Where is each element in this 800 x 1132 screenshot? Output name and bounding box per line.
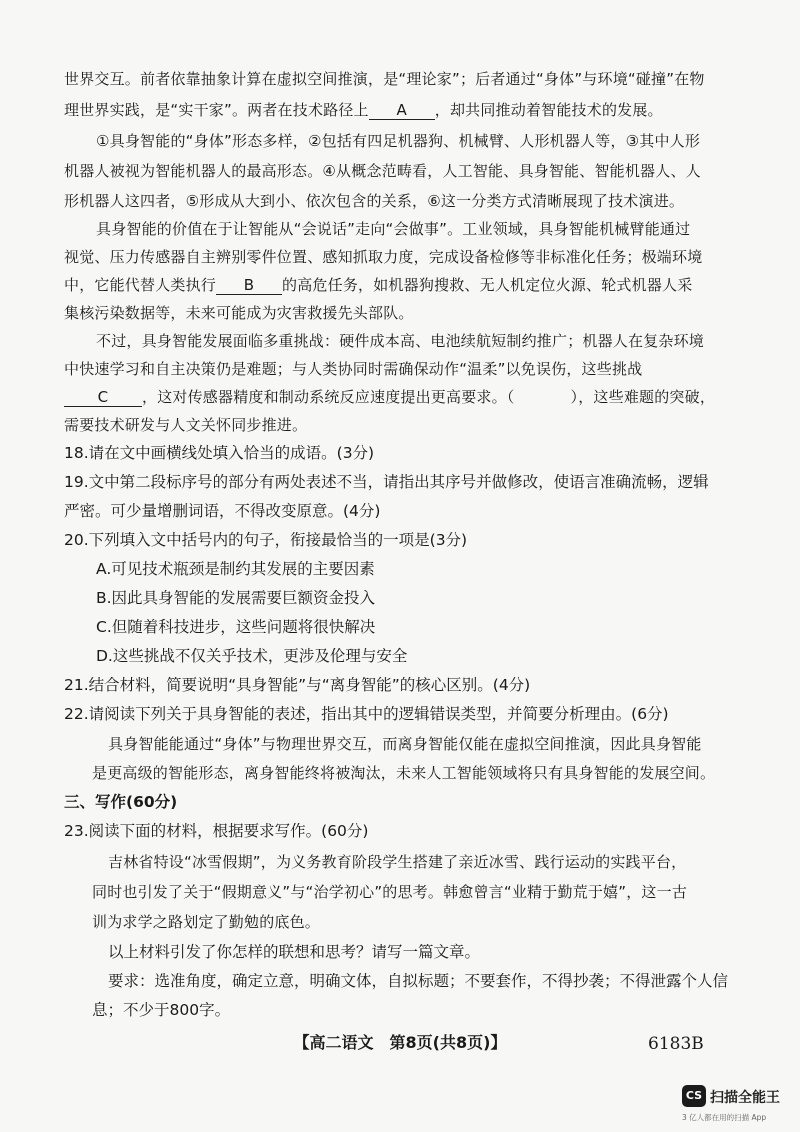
- writing-material-line3: 训为求学之路划定了勤勉的底色。: [92, 913, 321, 931]
- article-p4-line2: 中快速学习和自主决策仍是难题；与人类协同时需确保动作“温柔”以免误伤，这些挑战: [64, 360, 643, 378]
- question-19-line2: 严密。可少量增删词语，不得改变原意。(4分): [64, 502, 381, 520]
- question-20-option-a: A.可见技术瓶颈是制约其发展的主要因素: [96, 560, 375, 578]
- question-22-material-line1: 具身智能能通过“身体”与物理世界交互，而离身智能仅能在虚拟空间推演，因此具身智能: [108, 735, 702, 753]
- page-footer: 【高二语文 第8页(共8页)】: [293, 1033, 507, 1052]
- question-20-option-c: C.但随着科技进步，这些问题将很快解决: [96, 618, 376, 636]
- scanner-tagline: 3 亿人都在用的扫描 App: [682, 1113, 767, 1122]
- article-p3-line3-text: 中，它能代替人类执行: [64, 276, 217, 294]
- writing-prompt: 以上材料引发了你怎样的联想和思考？请写一篇文章。: [108, 943, 481, 961]
- article-p4-line4: 需要技术研发与人文关怀同步推进。: [64, 416, 308, 434]
- blank-c: C: [64, 388, 142, 407]
- blank-b: B: [216, 276, 282, 295]
- article-p2-line3: 形机器人这四者，⑤形成从大到小、依次包含的关系，⑥这一分类方式清晰展现了技术演进。: [64, 192, 685, 210]
- article-p3-line2: 视觉、压力传感器自主辨别零件位置、感知抓取力度，完成设备检修等非标准化任务；极端环境: [64, 248, 703, 266]
- scanner-app-name: 扫描全能王: [710, 1090, 780, 1106]
- question-20: 20.下列填入文中括号内的句子，衔接最恰当的一项是(3分): [64, 531, 468, 549]
- article-p4-line1: 不过，具身智能发展面临多重挑战：硬件成本高、电池续航短制约推广；机器人在复杂环境: [96, 332, 705, 350]
- question-21: 21.结合材料，简要说明“具身智能”与“离身智能”的核心区别。(4分): [64, 676, 531, 694]
- writing-material-line1: 吉林省特设“冰雪假期”，为义务教育阶段学生搭建了亲近冰雪、践行运动的实践平台，: [108, 853, 687, 871]
- article-p2-line1: ①具身智能的“身体”形态多样，②包括有四足机器狗、机械臂、人形机器人等，③其中人形: [96, 132, 701, 150]
- question-18: 18.请在文中画横线处填入恰当的成语。(3分): [64, 444, 375, 462]
- question-22: 22.请阅读下列关于具身智能的表述，指出其中的逻辑错误类型，并简要分析理由。(6分): [64, 705, 669, 723]
- question-22-material-line2: 是更高级的智能形态，离身智能终将被淘汰，未来人工智能领域将只有具身智能的发展空间。: [92, 764, 716, 782]
- article-p4-line3-text: ，这对传感器精度和制动系统反应速度提出更高要求。（: [142, 388, 515, 406]
- blank-a: A: [369, 101, 435, 120]
- article-p1-line1: 世界交互。前者依靠抽象计算在虚拟空间推演，是“理论家”；后者通过“身体”与环境“碰撞”在物: [64, 70, 705, 88]
- article-p3-line1: 具身智能的价值在于让智能从“会说话”走向“会做事”。工业领域，具身智能机械臂能通过: [96, 220, 691, 238]
- article-p3-line4: 集核污染数据等，未来可能成为灾害救援先头部队。: [64, 304, 414, 322]
- exam-code: 6183B: [648, 1034, 704, 1054]
- article-p1-line2-text: 理世界实践，是“实干家”。两者在技术路径上: [64, 101, 369, 119]
- article-p1-line2: [64, 99, 730, 121]
- article-p4-line3-tail: ），这些难题的突破，: [570, 388, 716, 406]
- writing-section-title: 三、写作(60分): [64, 793, 178, 811]
- question-20-option-b: B.因此具身智能的发展需要巨额资金投入: [96, 589, 376, 607]
- article-p2-line2: 机器人被视为智能机器人的最高形态。④从概念范畴看，人工智能、具身智能、智能机器人、人: [64, 162, 701, 180]
- question-23: 23.阅读下面的材料，根据要求写作。(60分): [64, 822, 369, 840]
- article-p3-line3-tail: 的高危任务，如机器狗搜救、无人机定位火源、轮式机器人采: [282, 276, 693, 294]
- article-p4-line3: [64, 386, 730, 408]
- writing-material-line2: 同时也引发了关于“假期意义”与“治学初心”的思考。韩愈曾言“业精于勤荒于嬉”，这一古: [92, 883, 688, 901]
- writing-requirements-line1: 要求：选准角度，确定立意，明确文体，自拟标题；不要套作，不得抄袭；不得泄露个人信: [108, 972, 729, 990]
- scanner-logo-icon: CS: [682, 1085, 706, 1107]
- question-20-option-d: D.这些挑战不仅关乎技术，更涉及伦理与安全: [96, 647, 408, 665]
- question-19-line1: 19.文中第二段标序号的部分有两处表述不当，请指出其序号并做修改，使语言准确流畅，逻辑: [64, 473, 709, 491]
- scanner-watermark: [682, 1085, 798, 1125]
- article-p3-line3: [64, 274, 730, 296]
- article-p1-line2-tail: ，却共同推动着智能技术的发展。: [434, 101, 663, 119]
- writing-requirements-line2: 息；不少于800字。: [92, 1001, 231, 1019]
